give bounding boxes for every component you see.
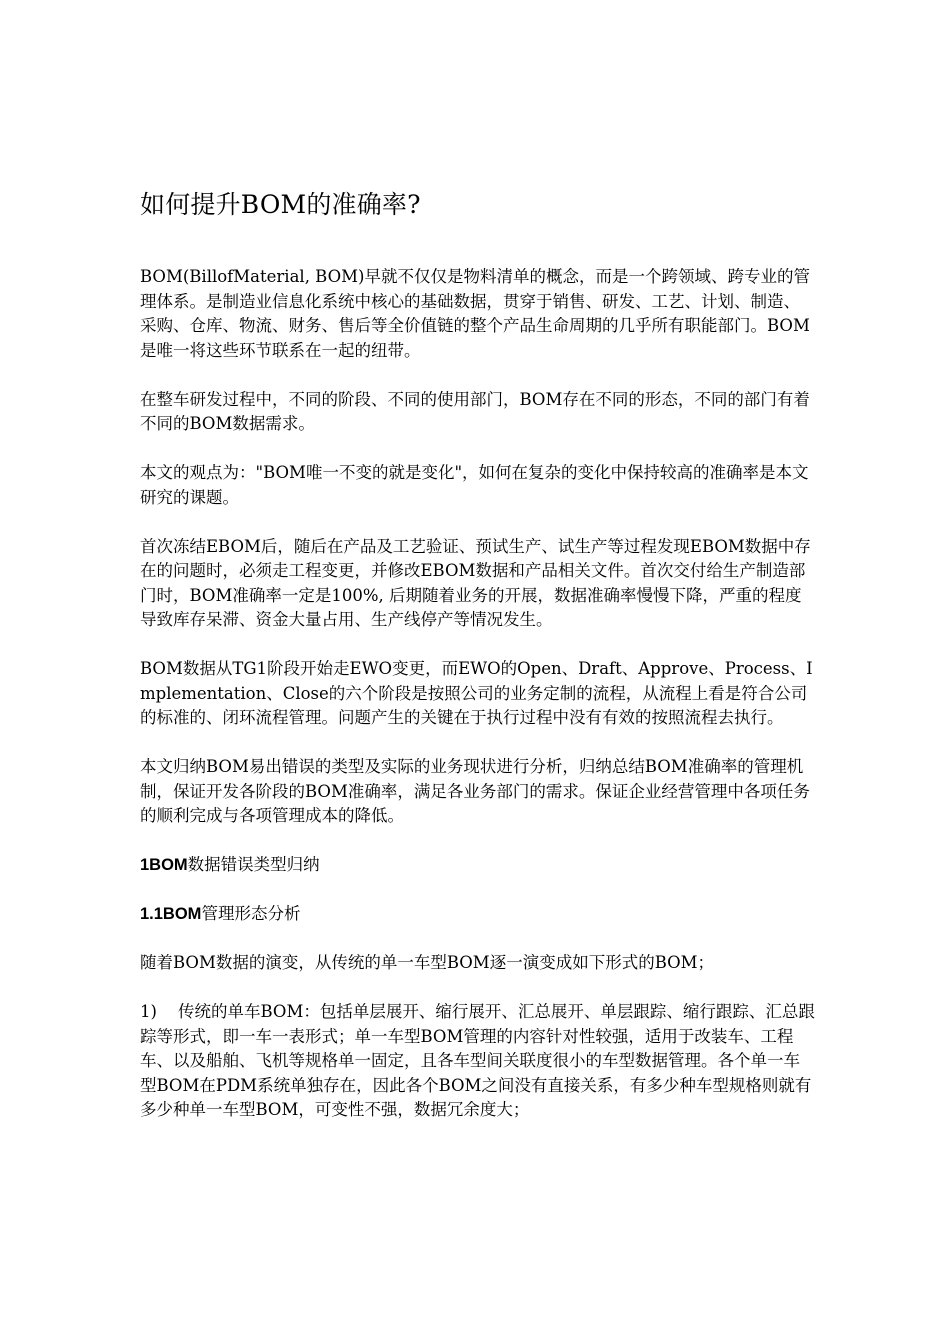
section-heading-1-number: 1BOM (140, 856, 188, 874)
document-title: 如何提升BOM的准确率? (140, 190, 421, 219)
paragraph-bom-definition: BOM(BillofMaterial, BOM)早就不仅仅是物料清单的概念，而是一个跨领域、跨专业的管理体系。是制造业信息化系统中核心的基础数据，贯穿于销售、研发、工艺、计划、制造、采购、仓库、物流、财务、售后等全价值链的整个产品生命周期的几乎所有职能部门。BOM是唯一将这些环节联系在一起的纽带。 (140, 267, 810, 360)
section-heading-1-text: 数据错误类型归纳 (187, 855, 320, 874)
section-heading-1-1-number: 1.1BOM (140, 905, 202, 923)
paragraph-ewo-process: BOM数据从TG1阶段开始走EWO变更，而EWO的Open、Draft、Approve、Process、Implementation、Close的六个阶段是按照公司的业务定制的流程，从流程上看是符合公司的标准的、闭环流程管理。问题产生的关键在于执行过程中没有有效的按照流程去执行。 (140, 659, 813, 727)
document-body (140, 188, 816, 1123)
section-heading-1 (140, 853, 816, 878)
paragraph-ebom-changes: 首次冻结EBOM后，随后在产品及工艺验证、预试生产、试生产等过程发现EBOM数据中存在的问题时，必须走工程变更，并修改EBOM数据和产品相关文件。首次交付给生产制造部门时，BOM准确率一定是100%, 后期随着业务的开展，数据准确率慢慢下降，严重的程度导致库存呆滞、资金大量占用、生产线停产等情况发生。 (140, 536, 811, 629)
paragraph-summary: 本文归纳BOM易出错误的类型及实际的业务现状进行分析，归纳总结BOM准确率的管理机制，保证开发各阶段的BOM准确率，满足各业务部门的需求。保证企业经营管理中各项任务的顺利完成与各项管理成本的降低。 (140, 757, 810, 825)
section-heading-1-1 (140, 902, 816, 927)
paragraph-bom-forms: 在整车研发过程中，不同的阶段、不同的使用部门，BOM存在不同的形态，不同的部门有着不同的BOM数据需求。 (140, 389, 810, 433)
list-item-1-marker: 1) (140, 1002, 157, 1021)
paragraph-viewpoint: 本文的观点为："BOM唯一不变的就是变化"，如何在复杂的变化中保持较高的准确率是本文研究的课题。 (140, 463, 809, 507)
list-item-1-text: 传统的单车BOM：包括单层展开、缩行展开、汇总展开、单层跟踪、缩行跟踪、汇总跟踪等形式，即一车一表形式；单一车型BOM管理的内容针对性较强，适用于改装车、工程车、以及船舶、飞机等规格单一固定，且各车型间关联度很小的车型数据管理。各个单一车型BOM在PDM系统单独存在，因此各个BOM之间没有直接关系，有多少种车型规格则就有多少种单一车型BOM，可变性不强，数据冗余度大； (140, 1002, 815, 1119)
section-heading-1-1-text: 管理形态分析 (201, 904, 301, 923)
list-item-1 (140, 1000, 816, 1123)
paragraph-intro: 随着BOM数据的演变，从传统的单一车型BOM逐一演变成如下形式的BOM； (140, 953, 715, 972)
